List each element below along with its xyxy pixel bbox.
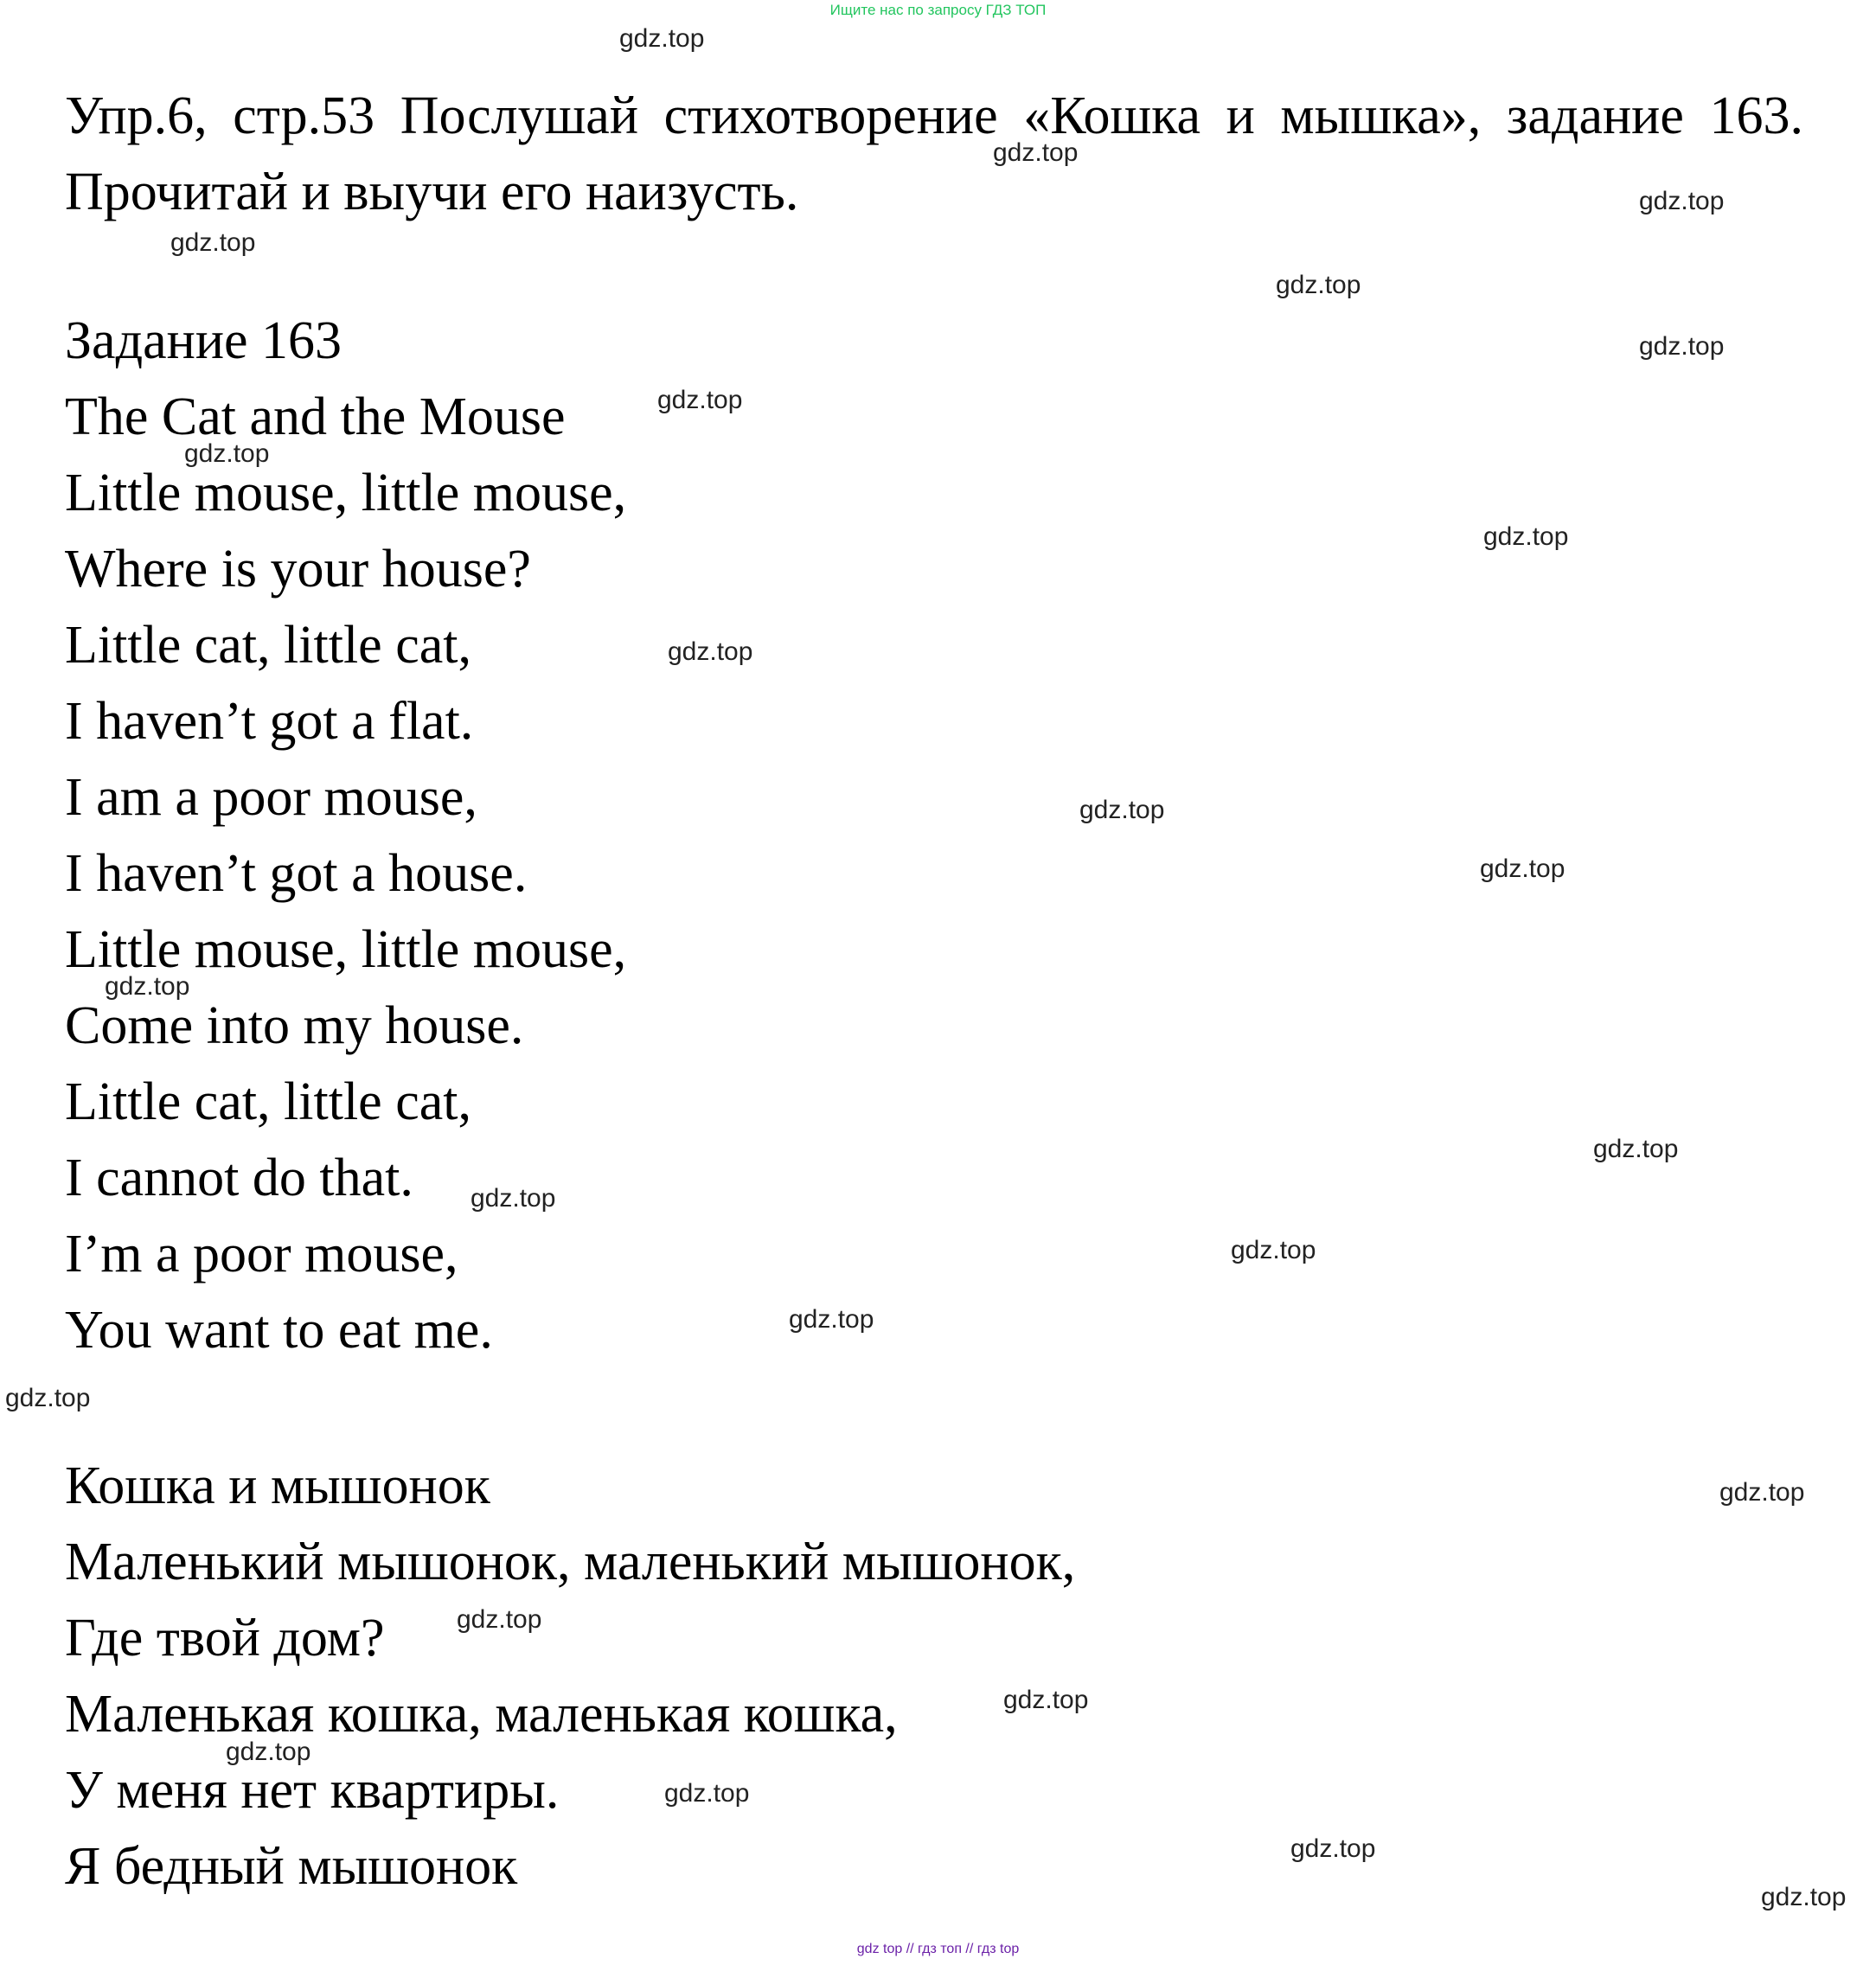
poem-line: Little cat, little cat, — [65, 616, 471, 675]
watermark: gdz.top — [1639, 332, 1725, 361]
watermark: gdz.top — [457, 1605, 542, 1634]
watermark: gdz.top — [619, 24, 705, 53]
poem-line: Маленький мышонок, маленький мышонок, — [65, 1533, 1076, 1591]
poem-line: The Cat and the Mouse — [65, 387, 566, 446]
task-title: Задание 163 — [65, 311, 343, 370]
exercise-heading: Упр.6, стр.53 Послушай стихотворение «Кошка и мышка», задание 163. Прочитай и выучи его наизусть. — [65, 86, 1803, 221]
poem-line: Маленькая кошка, маленькая кошка, — [65, 1685, 898, 1744]
poem-line: Little cat, little cat, — [65, 1072, 471, 1131]
watermark: gdz.top — [664, 1779, 750, 1808]
watermark: gdz.top — [1231, 1236, 1316, 1264]
poem-russian — [65, 1448, 1075, 1904]
watermark: gdz.top — [1480, 854, 1565, 883]
poem-line: I am a poor mouse, — [65, 768, 477, 827]
poem-line: Кошка и мышонок — [65, 1456, 490, 1515]
watermark: gdz.top — [105, 972, 190, 1001]
poem-line: I haven’t got a flat. — [65, 692, 474, 751]
watermark: gdz.top — [789, 1305, 874, 1334]
watermark: gdz.top — [1290, 1834, 1376, 1863]
poem-line: У меня нет квартиры. — [65, 1761, 560, 1820]
watermark: gdz.top — [226, 1738, 311, 1766]
poem-line: I’m a poor mouse, — [65, 1225, 458, 1283]
poem-line: Я бедный мышонок — [65, 1837, 518, 1896]
poem-line: Where is your house? — [65, 540, 531, 598]
top-banner: Ищите нас по запросу ГДЗ ТОП — [829, 2, 1047, 18]
poem-english — [65, 379, 626, 1368]
poem-line: I haven’t got a house. — [65, 844, 528, 903]
watermark: gdz.top — [1761, 1883, 1847, 1911]
watermark: gdz.top — [668, 637, 753, 666]
watermark: gdz.top — [170, 228, 256, 257]
watermark: gdz.top — [1483, 522, 1569, 551]
watermark: gdz.top — [184, 439, 270, 468]
watermark: gdz.top — [1593, 1135, 1679, 1163]
watermark: gdz.top — [1639, 187, 1725, 215]
poem-line: Где твой дом? — [65, 1609, 385, 1667]
poem-line: You want to eat me. — [65, 1301, 493, 1360]
watermark: gdz.top — [993, 138, 1079, 167]
watermark: gdz.top — [1079, 796, 1165, 824]
watermark: gdz.top — [471, 1184, 556, 1213]
watermark: gdz.top — [1003, 1686, 1089, 1714]
poem-line: Little mouse, little mouse, — [65, 920, 627, 979]
watermark: gdz.top — [1276, 271, 1361, 299]
footer: gdz top // гдз топ // гдз top — [856, 1942, 1020, 1956]
watermark: gdz.top — [5, 1384, 91, 1412]
poem-line: Come into my house. — [65, 996, 524, 1055]
watermark: gdz.top — [1719, 1478, 1805, 1507]
poem-line: Little mouse, little mouse, — [65, 464, 627, 522]
poem-line: I cannot do that. — [65, 1149, 413, 1207]
watermark: gdz.top — [657, 386, 743, 414]
